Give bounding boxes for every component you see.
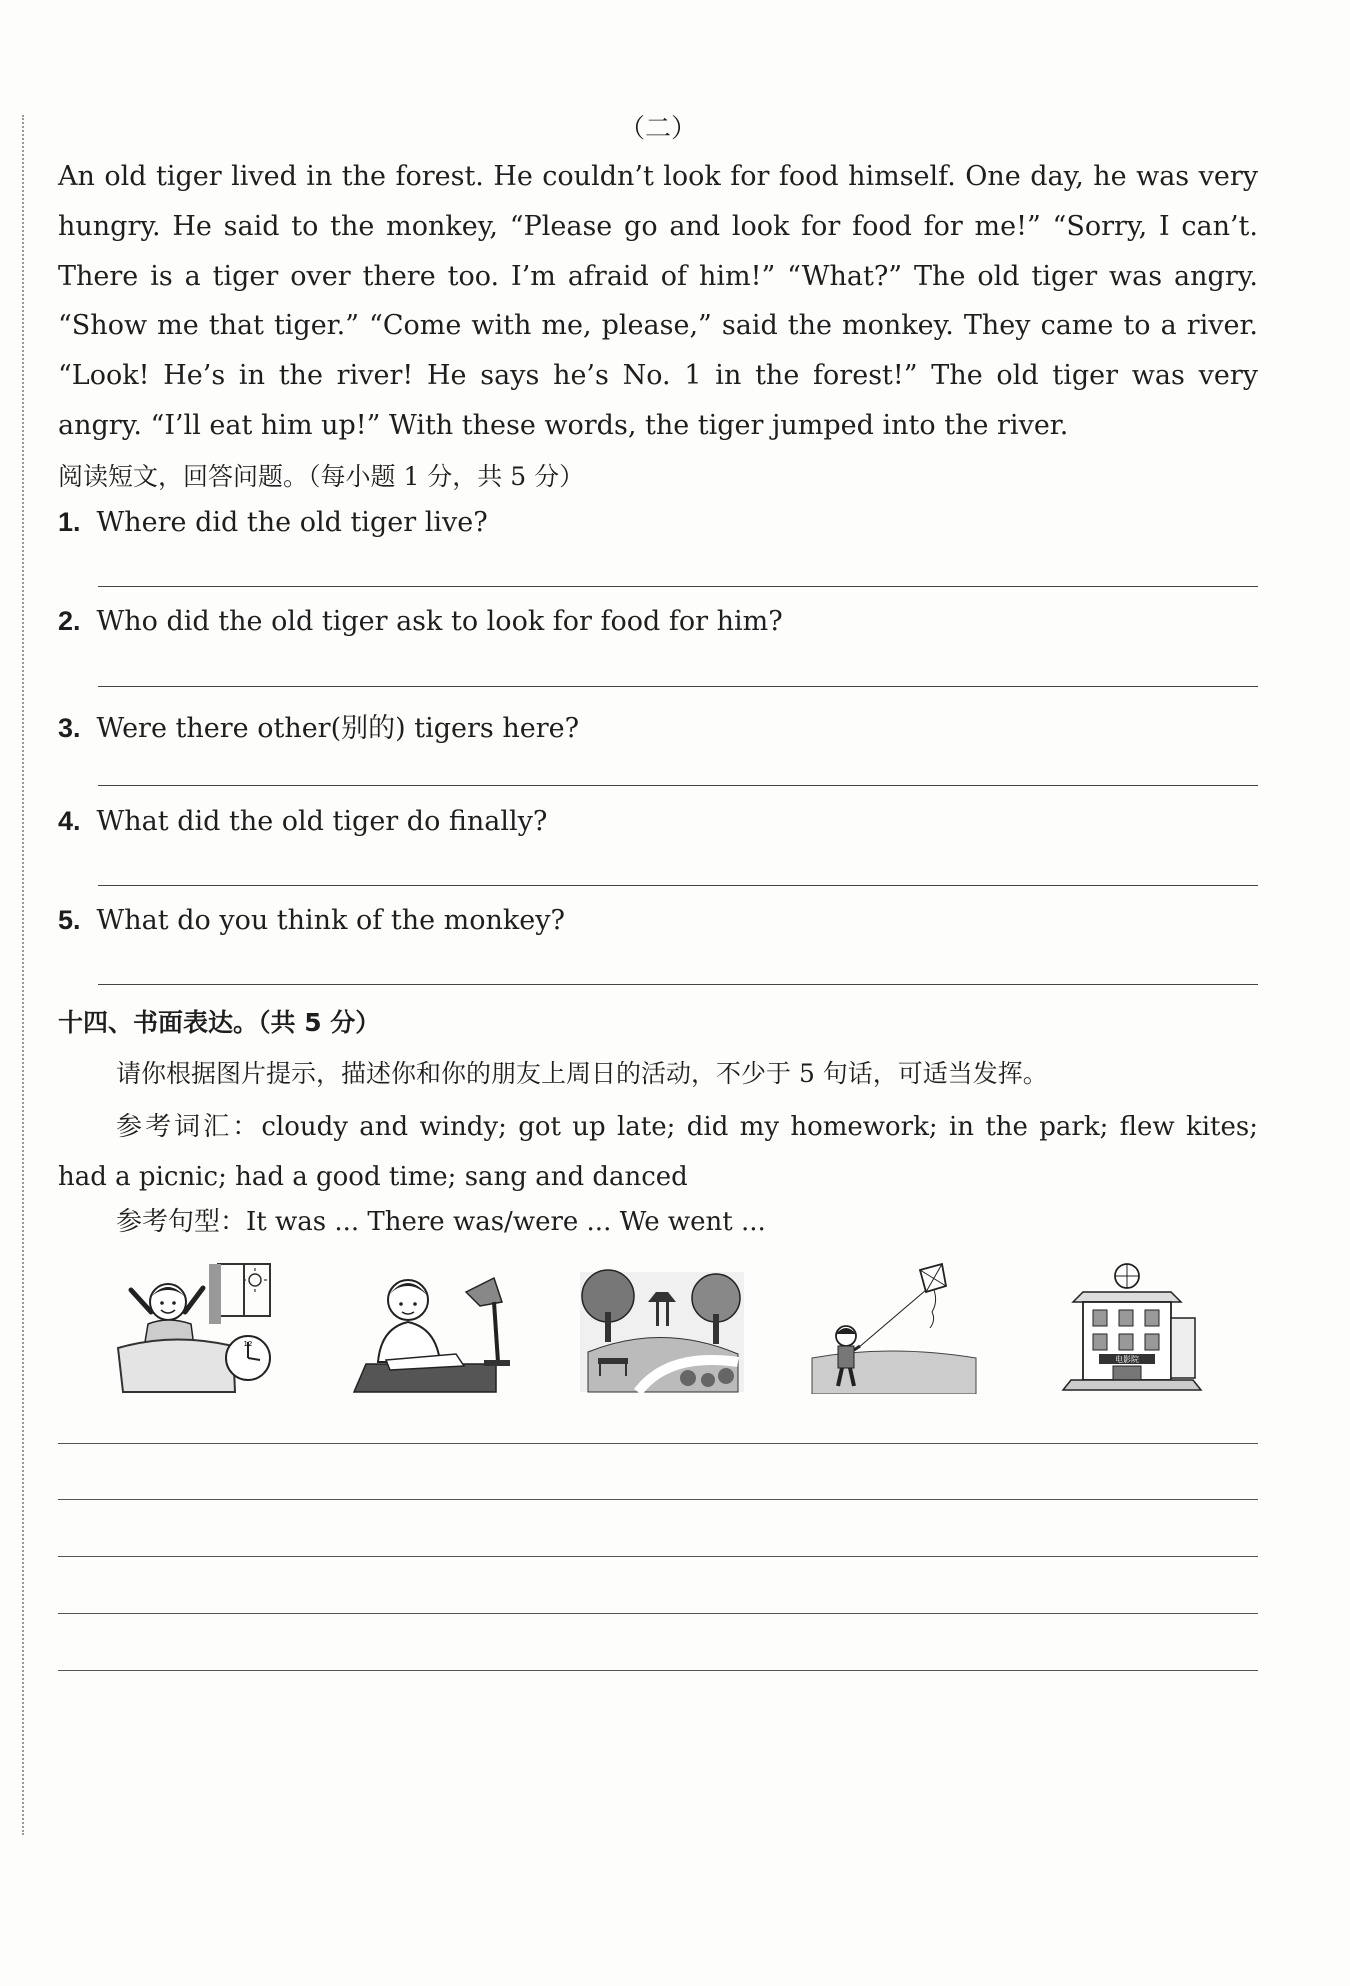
question-text: Were there other(别的) tigers here? <box>96 713 580 744</box>
writing-line-4[interactable] <box>58 1613 1258 1614</box>
boy-waking-up-icon <box>113 1262 281 1394</box>
svg-text:12: 12 <box>243 1340 253 1348</box>
question-text: Where did the old tiger live? <box>96 507 488 538</box>
boy-flying-kite-icon <box>810 1262 978 1394</box>
answer-line-4[interactable] <box>98 885 1258 886</box>
binding-margin-line <box>22 115 24 1835</box>
reference-vocabulary: 参考词汇：cloudy and windy; got up late; did my homework; in the park; flew kites; had a picnic; had a good time; sang and danced <box>58 1112 1258 1192</box>
writing-line-3[interactable] <box>58 1556 1258 1557</box>
writing-line-1[interactable] <box>58 1443 1258 1444</box>
answer-line-2[interactable] <box>98 686 1258 687</box>
question-4 <box>58 806 547 837</box>
question-3 <box>58 706 579 745</box>
question-number: 4. <box>58 806 81 836</box>
reference-sentence-patterns: 参考句型：It was ... There was/were ... We went ... <box>116 1207 766 1237</box>
cinema-sign-text: 电影院 <box>1115 1355 1139 1364</box>
section-14-title: 十四、书面表达。（共 5 分） <box>58 1008 381 1037</box>
section-title: （二） <box>618 114 697 144</box>
question-text: Who did the old tiger ask to look for food for him? <box>96 606 783 637</box>
cinema-building-icon <box>1043 1262 1211 1394</box>
question-5 <box>58 905 565 936</box>
writing-line-5[interactable] <box>58 1670 1258 1671</box>
question-text: What do you think of the monkey? <box>96 905 565 936</box>
question-number: 2. <box>58 606 81 636</box>
question-number: 3. <box>58 713 81 743</box>
answer-line-3[interactable] <box>98 785 1258 786</box>
question-number: 5. <box>58 905 81 935</box>
answer-line-5[interactable] <box>98 984 1258 985</box>
park-scene-icon <box>578 1262 746 1394</box>
question-text: What did the old tiger do finally? <box>96 806 548 837</box>
picture-prompts <box>58 1262 1258 1402</box>
writing-line-2[interactable] <box>58 1499 1258 1500</box>
question-1 <box>58 507 488 538</box>
writing-prompt: 请你根据图片提示，描述你和你的朋友上周日的活动，不少于 5 句话，可适当发挥。 <box>116 1059 1048 1088</box>
question-number: 1. <box>58 507 81 537</box>
answer-line-1[interactable] <box>98 586 1258 587</box>
reading-passage: An old tiger lived in the forest. He couldn’t look for food himself. One day, he was very hungry. He said to the monkey, “Please go and look for food for me!” “Sorry, I can’t. There is a tiger over there too. I’m afraid of him!” “What?” The old tiger was angry. “Show me that tiger.” “Come with me, please,” said the monkey. They came to a river. “Look! He’s in the river! He says he’s No. 1 in the forest!” The old tiger was very angry. “I’ll eat him up!” With these words, the tiger jumped into the river. <box>58 161 1258 441</box>
reading-instruction: 阅读短文，回答问题。（每小题 1 分，共 5 分） <box>58 462 585 491</box>
boy-doing-homework-icon <box>346 1262 514 1394</box>
question-2 <box>58 606 783 637</box>
